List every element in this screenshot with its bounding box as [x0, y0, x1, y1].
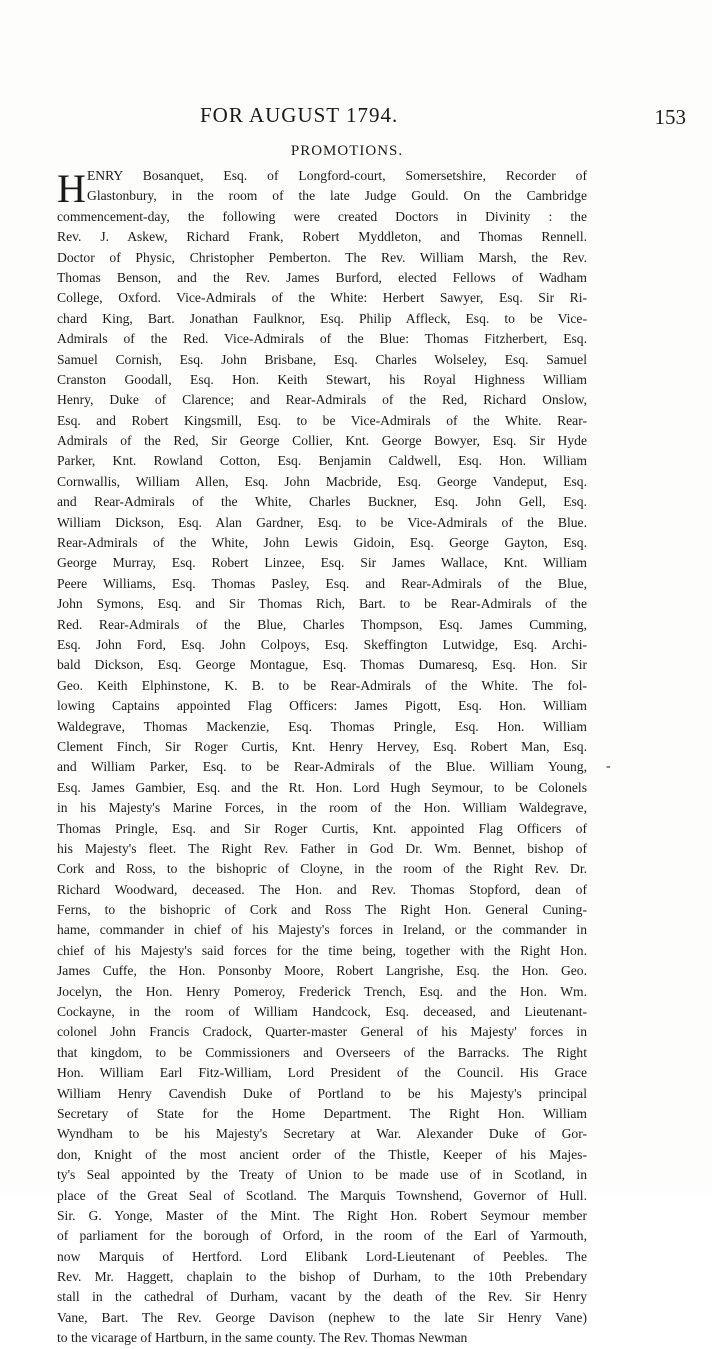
text-line: Cockayne, in the room of William Handcock, Esq. deceased, and Lieutenant- [57, 1004, 587, 1020]
text-line: his Majesty's fleet. The Right Rev. Father in God Dr. Wm. Bennet, bishop of [57, 840, 587, 856]
text-line: Jocelyn, the Hon. Henry Pomeroy, Frederick Trench, Esq. and the Hon. Wm. [57, 983, 587, 999]
text-line: Esq. and Robert Kingsmill, Esq. to be Vice-Admirals of the White. Rear- [57, 412, 587, 428]
text-line: ty's Seal appointed by the Treaty of Union to be made use of in Scotland, in [57, 1167, 587, 1183]
text-line: commencement-day, the following were created Doctors in Divinity : the [57, 208, 587, 224]
text-line: Vane, Bart. The Rev. George Davison (nephew to the late Sir Henry Vane) [57, 1309, 587, 1325]
text-line: Cornwallis, William Allen, Esq. John Macbride, Esq. George Vandeput, Esq. [57, 473, 587, 489]
text-line: Hon. William Earl Fitz-William, Lord President of the Council. His Grace [57, 1065, 587, 1081]
text-line: of parliament for the borough of Orford, in the room of the Earl of Yarmouth, [57, 1228, 587, 1244]
text-line: lowing Captains appointed Flag Officers: James Pigott, Esq. Hon. William [57, 698, 587, 714]
text-line: Geo. Keith Elphinstone, K. B. to be Rear-Admirals of the White. The fol- [57, 677, 587, 693]
body-text [57, 166, 587, 1349]
running-title: FOR AUGUST 1794. [200, 103, 399, 127]
text-line: to the vicarage of Hartburn, in the same county. The Rev. Thomas Newman [57, 1330, 468, 1346]
text-line: Ferns, to the bishopric of Cork and Ross The Right Hon. General Cuning- [57, 902, 587, 918]
text-line: and William Parker, Esq. to be Rear-Admirals of the Blue. William Young, [57, 759, 587, 775]
text-line: Rev. J. Askew, Richard Frank, Robert Myddleton, and Thomas Rennell. [57, 229, 587, 245]
text-line: Parker, Knt. Rowland Cotton, Esq. Benjamin Caldwell, Esq. Hon. William [57, 453, 587, 469]
text-line: chief of his Majesty's said forces for the time being, together with the Right Hon. [57, 942, 587, 958]
page-number: 153 [654, 105, 686, 129]
text-line: Doctor of Physic, Christopher Pemberton. The Rev. William Marsh, the Rev. [57, 249, 587, 265]
text-line: Admirals of the Red. Vice-Admirals of the Blue: Thomas Fitzherbert, Esq. [57, 331, 587, 347]
text-line: in his Majesty's Marine Forces, in the room of the Hon. William Waldegrave, [57, 800, 587, 816]
text-line: Clement Finch, Sir Roger Curtis, Knt. Henry Hervey, Esq. Robert Man, Esq. [57, 738, 587, 754]
text-line: chard King, Bart. Jonathan Faulknor, Esq. Philip Affleck, Esq. to be Vice- [57, 310, 587, 326]
text-line: place of the Great Seal of Scotland. The Marquis Townshend, Governor of Hull. [57, 1187, 587, 1203]
text-line: John Symons, Esq. and Sir Thomas Rich, Bart. to be Rear-Admirals of the [57, 596, 587, 612]
text-line: Secretary of State for the Home Department. The Right Hon. William [57, 1105, 587, 1121]
text-line: now Marquis of Hertford. Lord Elibank Lord-Lieutenant of Peebles. The [57, 1248, 587, 1264]
text-line: Thomas Pringle, Esq. and Sir Roger Curtis, Knt. appointed Flag Officers of [57, 820, 587, 836]
text-line: that kingdom, to be Commissioners and Overseers of the Barracks. The Right [57, 1044, 587, 1060]
text-line: Red. Rear-Admirals of the Blue, Charles Thompson, Esq. James Cumming, [57, 616, 587, 632]
text-line: College, Oxford. Vice-Admirals of the White: Herbert Sawyer, Esq. Sir Ri- [57, 290, 587, 306]
margin-mark: - [606, 759, 611, 774]
section-title: PROMOTIONS. [290, 143, 404, 159]
text-line: Esq. John Ford, Esq. John Colpoys, Esq. Skeffington Lutwidge, Esq. Archi- [57, 636, 587, 652]
text-line: Sir. G. Yonge, Master of the Mint. The Right Hon. Robert Seymour member [57, 1207, 587, 1223]
text-line: Rev. Mr. Haggett, chaplain to the bishop of Durham, to the 10th Prebendary [57, 1269, 587, 1285]
text-line: don, Knight of the most ancient order of the Thistle, Keeper of his Majes- [57, 1146, 587, 1162]
text-line: and Rear-Admirals of the White, Charles Buckner, Esq. John Gell, Esq. [57, 494, 587, 510]
drop-cap: H [57, 166, 86, 211]
text-line: Peere Williams, Esq. Thomas Pasley, Esq. and Rear-Admirals of the Blue, [57, 575, 587, 591]
text-line: George Murray, Esq. Robert Linzee, Esq. Sir James Wallace, Knt. William [57, 555, 587, 571]
text-line: Samuel Cornish, Esq. John Brisbane, Esq. Charles Wolseley, Esq. Samuel [57, 351, 587, 367]
running-head [200, 103, 700, 131]
text-line: stall in the cathedral of Durham, vacant by the death of the Rev. Sir Henry [57, 1289, 587, 1305]
text-line: Wyndham to be his Majesty's Secretary at War. Alexander Duke of Gor- [57, 1126, 587, 1142]
text-line: Henry, Duke of Clarence; and Rear-Admirals of the Red, Richard Onslow, [57, 392, 587, 408]
text-line: William Henry Cavendish Duke of Portland to be his Majesty's principal [57, 1085, 587, 1101]
text-line: hame, commander in chief of his Majesty's forces in Ireland, or the commander in [57, 922, 587, 938]
text-line: Thomas Benson, and the Rev. James Burford, elected Fellows of Wadham [57, 269, 587, 285]
text-line: Waldegrave, Thomas Mackenzie, Esq. Thomas Pringle, Esq. Hon. William [57, 718, 587, 734]
text-line: Cork and Ross, to the bishopric of Cloyne, in the room of the Right Rev. Dr. [57, 861, 587, 877]
text-line: James Cuffe, the Hon. Ponsonby Moore, Robert Langrishe, Esq. the Hon. Geo. [57, 963, 587, 979]
text-line: Admirals of the Red, Sir George Collier, Knt. George Bowyer, Esq. Sir Hyde [57, 433, 587, 449]
text-line: Glastonbury, in the room of the late Judge Gould. On the Cambridge [87, 188, 587, 204]
text-line: bald Dickson, Esq. George Montague, Esq. Thomas Dumaresq, Esq. Hon. Sir [57, 657, 587, 673]
text-line: William Dickson, Esq. Alan Gardner, Esq. to be Vice-Admirals of the Blue. [57, 514, 587, 530]
text-line: Esq. James Gambier, Esq. and the Rt. Hon. Lord Hugh Seymour, to be Colonels [57, 779, 587, 795]
text-line: Cranston Goodall, Esq. Hon. Keith Stewart, his Royal Highness William [57, 371, 587, 387]
text-line: Richard Woodward, deceased. The Hon. and Rev. Thomas Stopford, dean of [57, 881, 587, 897]
text-line: Rear-Admirals of the White, John Lewis Gidoin, Esq. George Gayton, Esq. [57, 535, 587, 551]
text-line: colonel John Francis Cradock, Quarter-master General of his Majesty' forces in [57, 1024, 587, 1040]
text-line: ENRY Bosanquet, Esq. of Longford-court, Somersetshire, Recorder of [87, 168, 587, 183]
